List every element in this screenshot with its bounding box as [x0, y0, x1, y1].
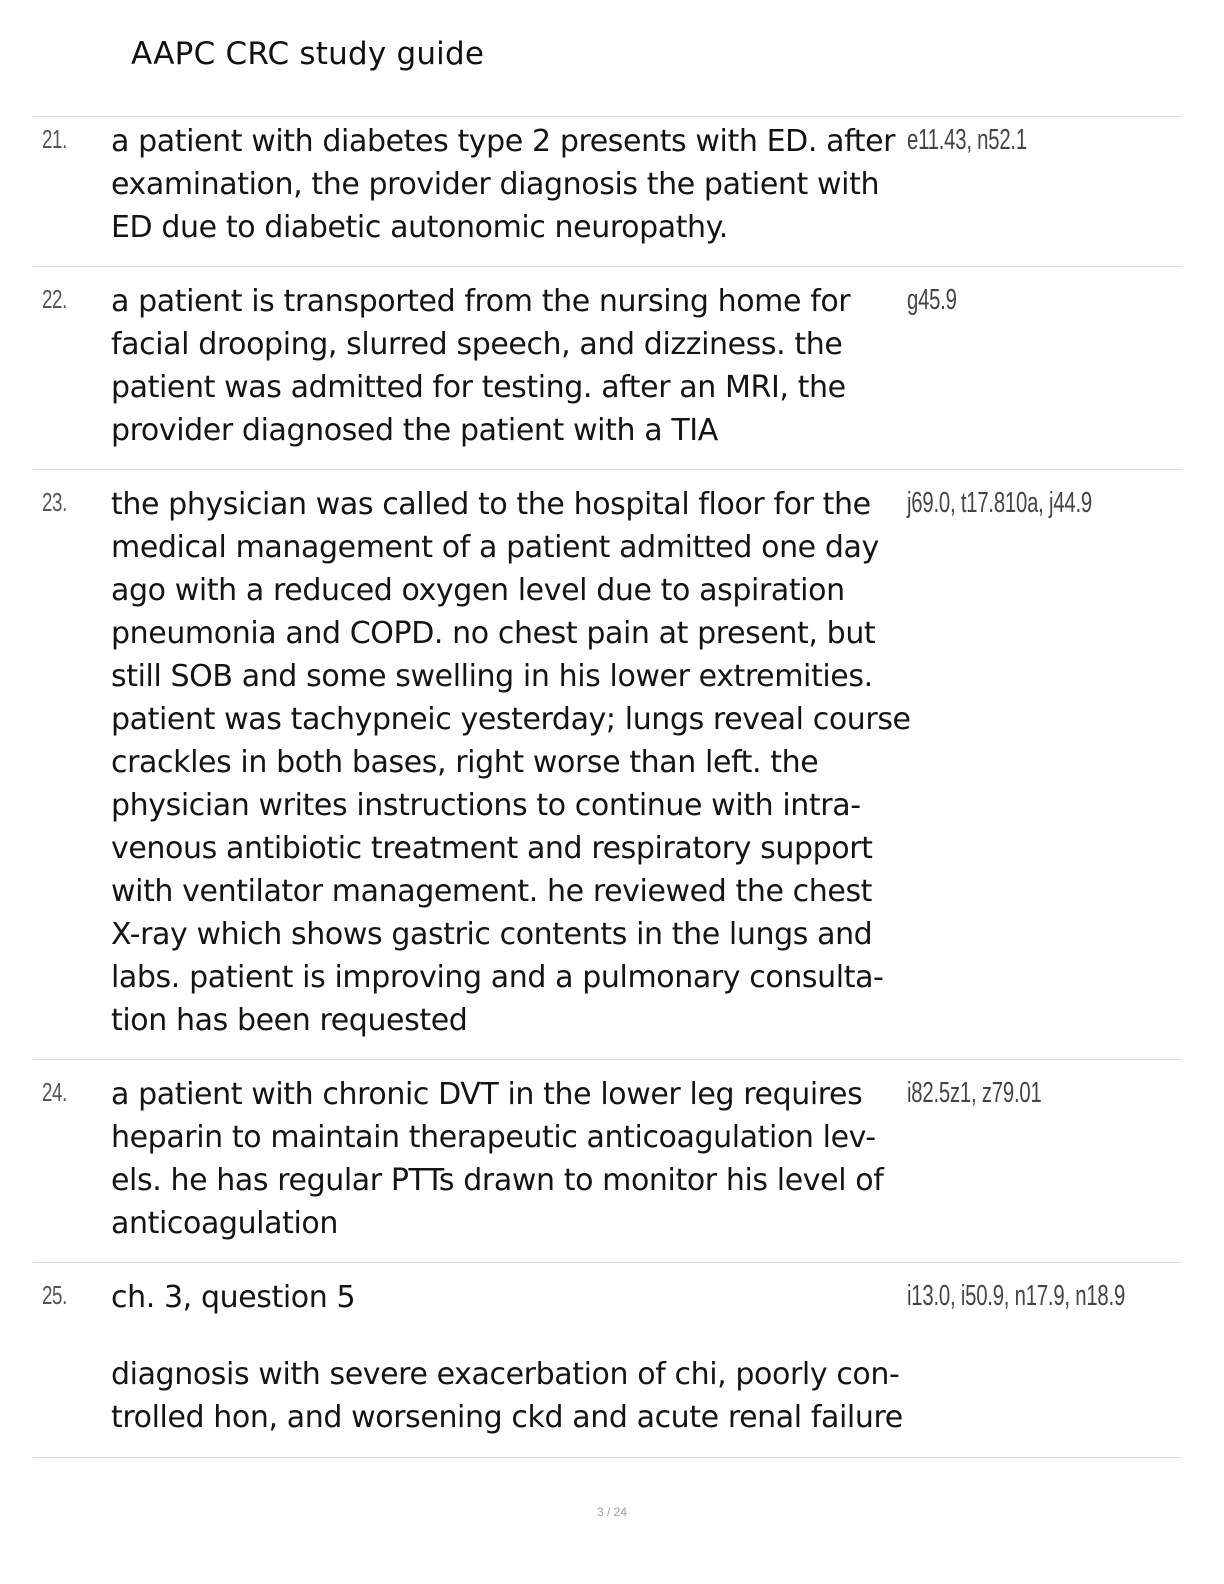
question-line: ago with a reduced oxygen level due to aspiration — [111, 573, 845, 608]
divider — [33, 116, 1182, 117]
question-line: diagnosis with severe exacerbation of chi, poorly con- — [111, 1357, 900, 1392]
question-number: 24. — [42, 1077, 67, 1107]
question-row-21 — [33, 120, 1182, 260]
question-line: pneumonia and COPD. no chest pain at present, but — [111, 616, 876, 651]
question-line: examination, the provider diagnosis the patient with — [111, 167, 880, 202]
question-number: 21. — [42, 124, 67, 154]
question-text — [111, 120, 911, 249]
question-line: provider diagnosed the patient with a TIA — [111, 413, 718, 448]
question-line: with ventilator management. he reviewed the chest — [111, 874, 873, 909]
question-row-24 — [33, 1073, 1182, 1253]
question-number: 22. — [42, 284, 67, 314]
question-line: still SOB and some swelling in his lower extremities. — [111, 659, 873, 694]
answer-codes: j69.0, t17.810a, j44.9 — [907, 487, 1093, 519]
question-row-25 — [33, 1276, 1182, 1446]
question-line: tion has been requested — [111, 1003, 468, 1038]
question-line: X-ray which shows gastric contents in the lungs and — [111, 917, 873, 952]
question-reference: ch. 3, question 5 — [111, 1280, 356, 1315]
question-line: a patient with chronic DVT in the lower leg requires — [111, 1077, 863, 1112]
question-line: trolled hon, and worsening ckd and acute renal failure — [111, 1400, 903, 1435]
question-line: physician writes instructions to continue with intra- — [111, 788, 861, 823]
question-text — [111, 280, 911, 452]
divider — [33, 266, 1182, 267]
divider — [33, 1059, 1182, 1060]
document-title: AAPC CRC study guide — [131, 36, 485, 72]
answer-codes: e11.43, n52.1 — [907, 124, 1027, 156]
divider — [33, 1262, 1182, 1263]
question-line: ED due to diabetic autonomic neuropathy. — [111, 210, 728, 245]
question-line: anticoagulation — [111, 1206, 338, 1241]
question-line: the physician was called to the hospital floor for the — [111, 487, 871, 522]
question-number: 25. — [42, 1280, 67, 1310]
question-line: a patient with diabetes type 2 presents with ED. after — [111, 124, 896, 159]
question-line: els. he has regular PTTs drawn to monitor his level of — [111, 1163, 884, 1198]
question-line: venous antibiotic treatment and respiratory support — [111, 831, 873, 866]
answer-codes: g45.9 — [907, 284, 957, 316]
question-line: a patient is transported from the nursing home for — [111, 284, 851, 319]
question-line: patient was tachypneic yesterday; lungs reveal course — [111, 702, 911, 737]
divider — [33, 469, 1182, 470]
page-indicator: 3 / 24 — [596, 1505, 628, 1519]
divider — [33, 1457, 1182, 1458]
question-line: medical management of a patient admitted one day — [111, 530, 879, 565]
question-row-22 — [33, 280, 1182, 460]
question-text — [111, 1276, 911, 1439]
question-line: patient was admitted for testing. after an MRI, the — [111, 370, 846, 405]
question-number: 23. — [42, 487, 67, 517]
question-line: heparin to maintain therapeutic anticoagulation lev- — [111, 1120, 876, 1155]
question-line: labs. patient is improving and a pulmonary consulta- — [111, 960, 884, 995]
answer-codes: i82.5z1, z79.01 — [907, 1077, 1042, 1109]
question-line: crackles in both bases, right worse than left. the — [111, 745, 819, 780]
question-text — [111, 483, 911, 1042]
answer-codes: i13.0, i50.9, n17.9, n18.9 — [907, 1280, 1126, 1312]
question-row-23 — [33, 483, 1182, 1053]
question-line: facial drooping, slurred speech, and dizziness. the — [111, 327, 843, 362]
question-text — [111, 1073, 911, 1245]
